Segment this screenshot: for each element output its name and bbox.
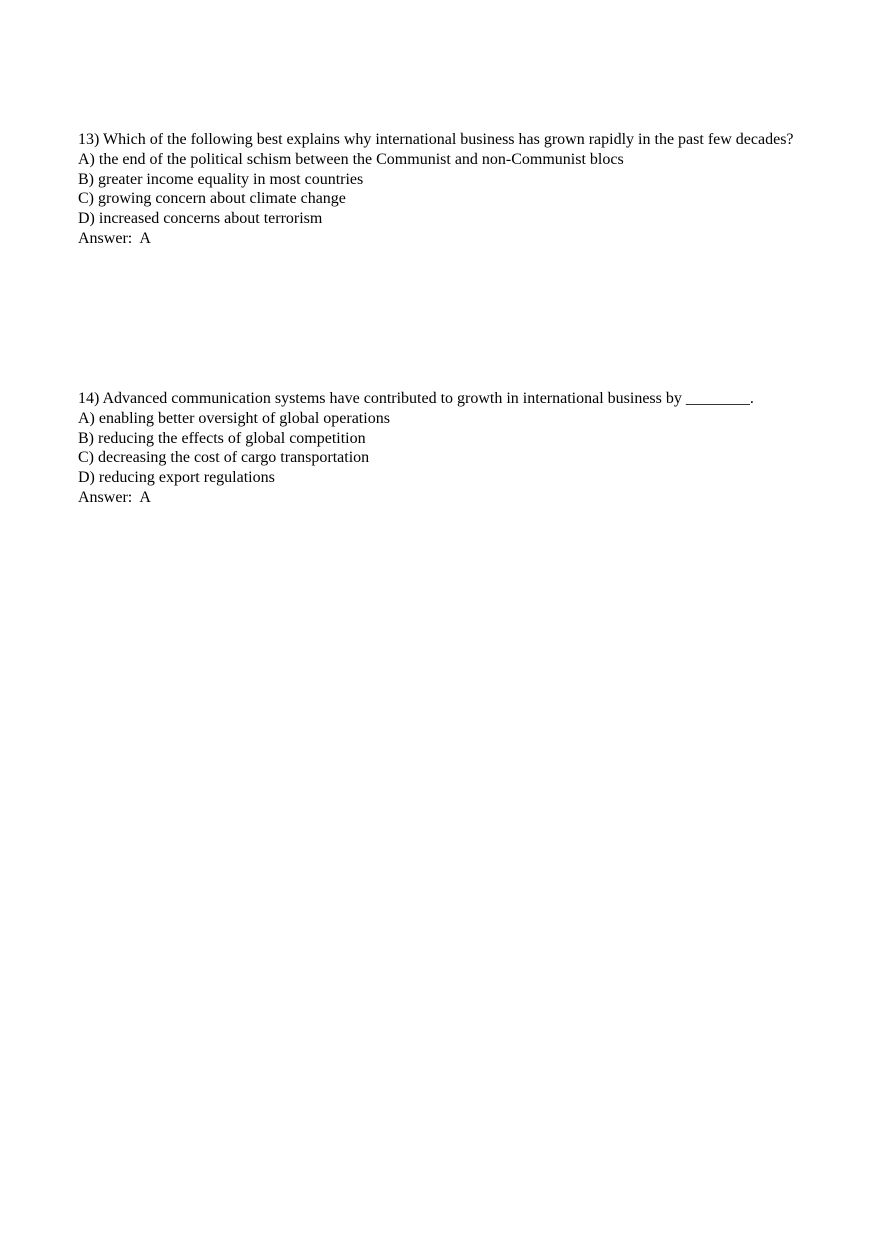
option-c: C) decreasing the cost of cargo transportation bbox=[78, 449, 370, 467]
option-b: B) reducing the effects of global competition bbox=[78, 429, 366, 447]
option-b: B) greater income equality in most countries bbox=[78, 170, 364, 188]
option-d: D) increased concerns about terrorism bbox=[78, 210, 323, 228]
option-c: C) growing concern about climate change bbox=[78, 190, 346, 208]
question-stem: 13) Which of the following best explains why international business has grown rapidly in the past few decades? bbox=[78, 131, 794, 148]
option-d: D) reducing export regulations bbox=[78, 469, 275, 487]
answer: Answer: A bbox=[78, 488, 151, 506]
option-a: A) the end of the political schism between the Communist and non-Communist blocs bbox=[78, 150, 624, 168]
question-stem: 14) Advanced communication systems have contributed to growth in international business by ________. bbox=[78, 390, 754, 407]
answer: Answer: A bbox=[78, 229, 151, 247]
option-a: A) enabling better oversight of global operations bbox=[78, 409, 390, 427]
question-13 bbox=[78, 130, 798, 249]
question-14 bbox=[78, 389, 798, 508]
